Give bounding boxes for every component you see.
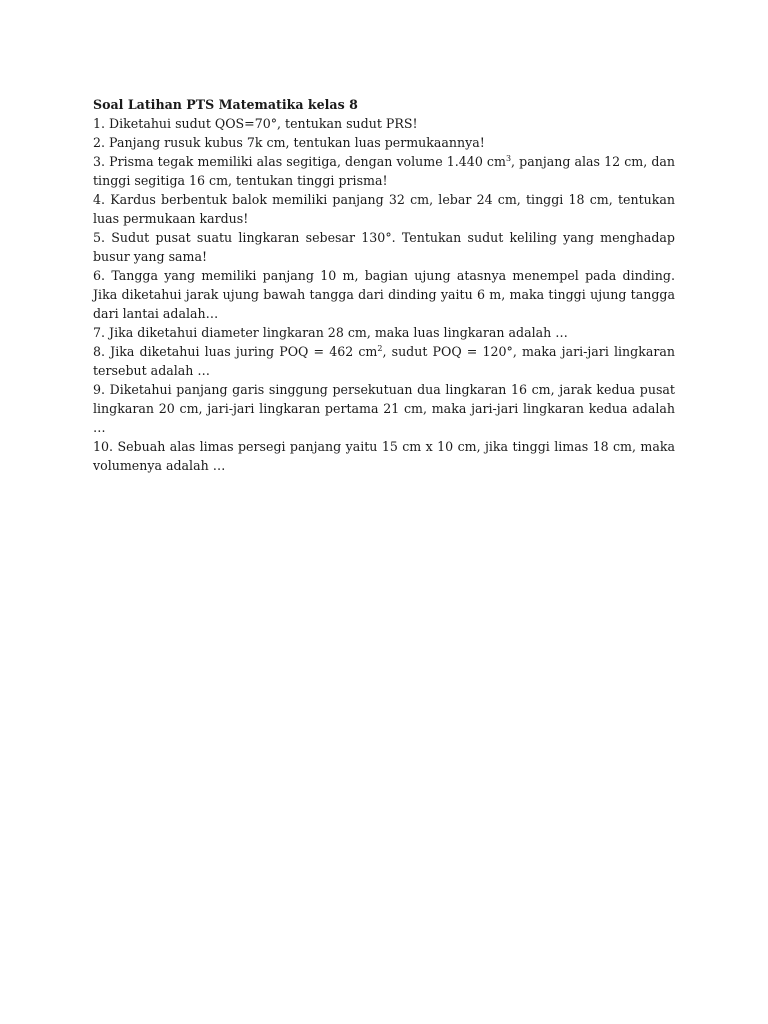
question-number: 8. <box>93 344 106 359</box>
question-number: 6. <box>93 268 106 283</box>
superscript-exponent: 3 <box>505 153 512 163</box>
question-text-after: , panjang alas 12 cm, dan tinggi segitiga 16 cm, tentukan tinggi prisma! <box>93 154 676 188</box>
question-text-before: Jika diketahui luas juring POQ = 462 cm <box>110 344 378 359</box>
question-5 <box>93 228 675 266</box>
question-number: 3. <box>93 154 106 169</box>
question-number: 7. <box>93 325 106 340</box>
document-title: Soal Latihan PTS Matematika kelas 8 <box>93 97 358 112</box>
question-list <box>93 114 675 475</box>
question-number: 5. <box>93 230 106 245</box>
question-10 <box>93 437 675 475</box>
question-text: Kardus berbentuk balok memiliki panjang 32 cm, lebar 24 cm, tinggi 18 cm, tentukan luas permukaan kardus! <box>93 192 675 226</box>
question-text: Diketahui sudut QOS=70°, tentukan sudut PRS! <box>109 116 418 131</box>
question-9 <box>93 380 675 437</box>
question-text-after: , sudut POQ = 120°, maka jari-jari lingkaran tersebut adalah … <box>93 344 675 378</box>
question-text: Sudut pusat suatu lingkaran sebesar 130°. Tentukan sudut keliling yang menghadap busur yang sama! <box>93 230 675 264</box>
question-number: 1. <box>93 116 106 131</box>
question-text: Jika diketahui diameter lingkaran 28 cm, maka luas lingkaran adalah … <box>109 325 568 340</box>
question-number: 9. <box>93 382 106 397</box>
question-text: Sebuah alas limas persegi panjang yaitu 15 cm x 10 cm, jika tinggi limas 18 cm, maka volumenya adalah … <box>93 439 675 473</box>
question-8 <box>93 342 675 380</box>
question-3 <box>93 152 675 190</box>
question-number: 4. <box>93 192 106 207</box>
question-2 <box>93 133 675 152</box>
superscript-exponent: 2 <box>377 343 383 353</box>
question-6 <box>93 266 675 323</box>
document-page <box>93 95 675 475</box>
question-text: Panjang rusuk kubus 7k cm, tentukan luas permukaannya! <box>109 135 485 150</box>
question-text: Tangga yang memiliki panjang 10 m, bagian ujung atasnya menempel pada dinding. Jika diketahui jarak ujung bawah tangga dari dinding yaitu 6 m, maka tinggi ujung tangga dari lantai adalah… <box>93 268 675 321</box>
question-text: Diketahui panjang garis singgung persekutuan dua lingkaran 16 cm, jarak kedua pusat lingkaran 20 cm, jari-jari lingkaran pertama 21 cm, maka jari-jari lingkaran kedua adalah … <box>93 382 675 435</box>
question-number: 2. <box>93 135 106 150</box>
question-4 <box>93 190 675 228</box>
question-number: 10. <box>93 439 114 454</box>
question-1 <box>93 114 675 133</box>
question-7 <box>93 323 675 342</box>
question-text-before: Prisma tegak memiliki alas segitiga, dengan volume 1.440 cm <box>109 154 506 169</box>
